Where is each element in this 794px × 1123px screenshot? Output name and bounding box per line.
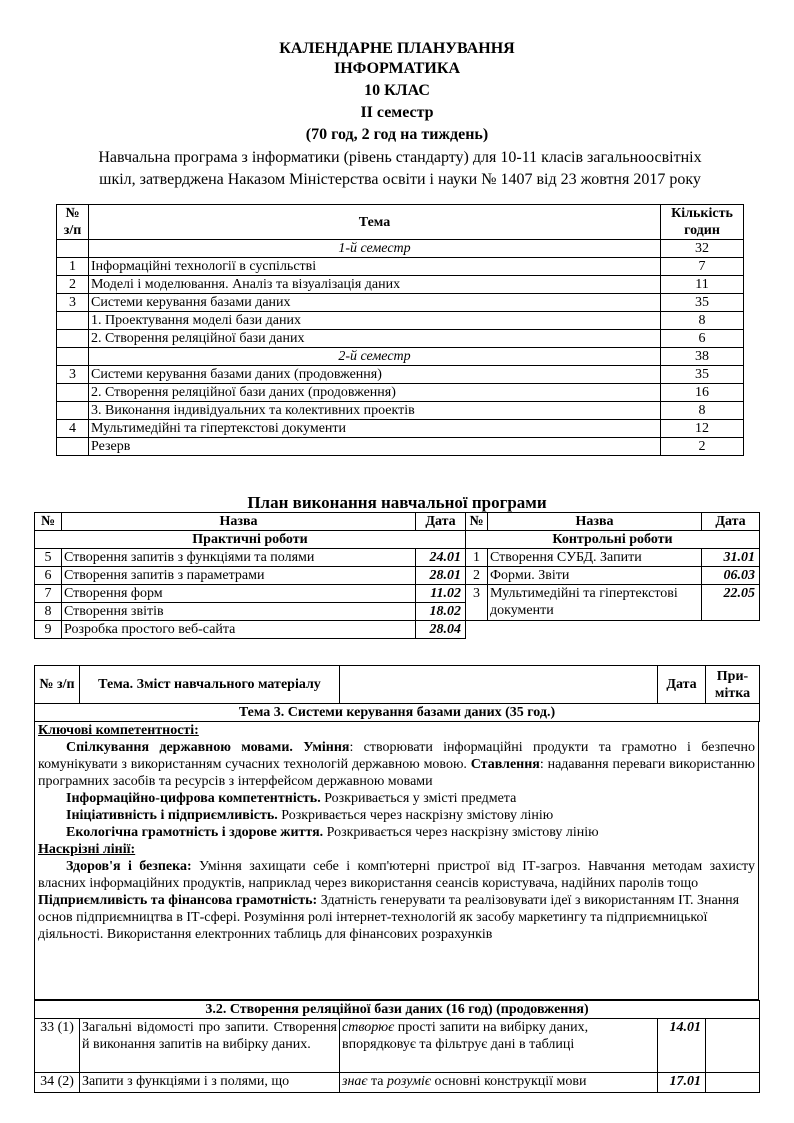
doc-title-semester: ІІ семестр [360,104,434,121]
practical-date: 28.01 [416,567,466,585]
lessons-table-header [34,665,760,722]
practical-num: 7 [35,585,62,603]
overview-num [57,312,89,330]
overview-hours: 38 [661,348,744,366]
control-date: 31.01 [702,549,760,567]
overview-hours: 6 [661,330,744,348]
practical-num: 9 [35,621,62,639]
practical-name: Створення звітів [62,603,416,621]
plan-num-header: № [35,513,62,531]
cross-lines-title: Наскрізні лінії: [38,842,136,857]
lesson-topic-header: Тема. Зміст навчального матеріалу [80,666,340,704]
overview-hours: 35 [661,294,744,312]
overview-row [57,276,744,294]
plan-table [34,512,760,639]
lesson-note [706,1073,760,1093]
plan-title: План виконання навчальної програми [247,493,547,512]
overview-row [57,348,744,366]
overview-num [57,402,89,420]
control-date: 06.03 [702,567,760,585]
control-date: 22.05 [702,585,760,621]
key-competencies-title: Ключові компетентності: [38,723,199,738]
cross-line-finance: Підприємливість та фінансова грамотність: Здатність генерувати та реалізовувати ідеї з використанням ІТ. Знання основ підприємництва в ІТ-сфері. Розуміння ролі інтернет-технологій як засобу маркетингу та підприємницької діяльності. Використання електронних таблиць для фінансових розрахунків [38,893,740,942]
overview-row [57,294,744,312]
overview-topic: 1-й семестр [89,240,661,258]
overview-topic: Системи керування базами даних [89,294,661,312]
practical-date: 28.04 [416,621,466,639]
overview-row [57,258,744,276]
control-works-title: Контрольні роботи [466,531,760,549]
lesson-num: 34 (2) [35,1073,80,1093]
control-name: Мультимедійні та гіпертекстові документи [488,585,702,621]
overview-topic: 2-й семестр [89,348,661,366]
lesson-result: створює прості запити на вибірку даних, впорядковує та фільтрує дані в таблиці [340,1019,658,1073]
practical-date: 11.02 [416,585,466,603]
overview-num: 3 [57,294,89,312]
lesson-note [706,1019,760,1073]
overview-topic: 3. Виконання індивідуальних та колективних проектів [89,402,661,420]
overview-row [57,240,744,258]
practical-num: 8 [35,603,62,621]
overview-row [57,366,744,384]
lesson-result: знає та розуміє основні конструкції мови [340,1073,658,1093]
plan-name-header-2: Назва [488,513,702,531]
lesson-date-header: Дата [658,666,706,704]
doc-title-subject: ІНФОРМАТИКА [333,60,461,77]
overview-topic: Інформаційні технології в суспільстві [89,258,661,276]
overview-num [57,348,89,366]
overview-row [57,402,744,420]
lesson-topic: Загальні відомості про запити. Створення й виконання запитів на вибірку даних. [80,1019,340,1073]
control-num: 2 [466,567,488,585]
overview-topic: Резерв [89,438,661,456]
overview-topic: Моделі і моделювання. Аналіз та візуалізація даних [89,276,661,294]
practical-name: Розробка простого веб-сайта [62,621,416,639]
overview-row [57,312,744,330]
practical-date: 18.02 [416,603,466,621]
overview-topic: 2. Створення реляційної бази даних [89,330,661,348]
col-hours-header: Кількість годин [661,205,744,240]
practical-name: Створення запитів з параметрами [62,567,416,585]
col-topic-header: Тема [89,205,661,240]
empty-cell [466,621,488,639]
overview-topic: Системи керування базами даних (продовження) [89,366,661,384]
overview-num: 1 [57,258,89,276]
overview-hours: 11 [661,276,744,294]
overview-row [57,330,744,348]
competency-language: Спілкування державною мовами. Уміння: створювати інформаційні продукти та грамотно і безпечно комунікувати з використанням сучасних технологій державною мовою. Ставлення: надавання переваги використанню програмних засобів та ресурсів з інтерфейсом державною мовами [38,740,755,789]
overview-hours: 7 [661,258,744,276]
competency-digital: Інформаційно-цифрова компетентність. Розкривається у змісті предмета [66,791,517,806]
topic-title: Тема 3. Системи керування базами даних (35 год.) [35,704,760,722]
lesson-date: 14.01 [658,1019,706,1073]
overview-hours: 8 [661,312,744,330]
lesson-num-header: № з/п [35,666,80,704]
overview-num [57,330,89,348]
lesson-date: 17.01 [658,1073,706,1093]
overview-hours: 32 [661,240,744,258]
overview-hours: 8 [661,402,744,420]
plan-name-header: Назва [62,513,416,531]
overview-num: 4 [57,420,89,438]
overview-num: 3 [57,366,89,384]
overview-hours: 16 [661,384,744,402]
competency-ecology: Екологічна грамотність і здорове життя. Розкривається через наскрізну змістову лінію [66,825,599,840]
practical-works-title: Практичні роботи [35,531,466,549]
empty-cell [488,621,702,639]
control-name: Створення СУБД. Запити [488,549,702,567]
lesson-note-header: При-мітка [706,666,760,704]
col-num-header: № з/п [57,205,89,240]
control-num: 3 [466,585,488,621]
overview-num: 2 [57,276,89,294]
lesson-num: 33 (1) [35,1019,80,1073]
competencies-block [34,722,759,1000]
overview-row [57,420,744,438]
overview-row [57,384,744,402]
overview-topic: 2. Створення реляційної бази даних (продовження) [89,384,661,402]
overview-num [57,438,89,456]
doc-title-hours: (70 год, 2 год на тиждень) [305,126,489,143]
lessons-table [34,1000,760,1093]
overview-row [57,438,744,456]
practical-name: Створення запитів з функціями та полями [62,549,416,567]
practical-date: 24.01 [416,549,466,567]
overview-num [57,240,89,258]
doc-title-grade: 10 КЛАС [364,82,430,99]
program-line-1: Навчальна програма з інформатики (рівень стандарту) для 10-11 класів загальноосвітніх [98,149,702,166]
control-name: Форми. Звіти [488,567,702,585]
control-num: 1 [466,549,488,567]
doc-title-line1: КАЛЕНДАРНЕ ПЛАНУВАННЯ [279,40,515,57]
plan-num-header-2: № [466,513,488,531]
program-line-2: шкіл, затверджена Наказом Міністерства освіти і науки № 1407 від 23 жовтня 2017 року [99,171,701,188]
overview-topic: 1. Проектування моделі бази даних [89,312,661,330]
cross-line-health: Здоров'я і безпека: Уміння захищати себе і комп'ютерні пристрої від ІТ-загроз. Навчання методам захисту власних інформаційних продуктів, наприклад через використання сеансів користувача, надійних паролів тощо [38,859,755,891]
practical-num: 6 [35,567,62,585]
empty-cell [702,621,760,639]
plan-date-header: Дата [416,513,466,531]
practical-name: Створення форм [62,585,416,603]
plan-date-header-2: Дата [702,513,760,531]
lesson-result-header [340,666,658,704]
subtopic-title: 3.2. Створення реляційної бази даних (16 год) (продовження) [35,1001,760,1019]
lesson-topic: Запити з функціями і з полями, що [80,1073,340,1093]
overview-topic: Мультимедійні та гіпертекстові документи [89,420,661,438]
competency-initiative: Ініціативність і підприємливість. Розкривається через наскрізну змістову лінію [66,808,554,823]
overview-table [56,204,744,456]
overview-hours: 12 [661,420,744,438]
overview-hours: 2 [661,438,744,456]
overview-num [57,384,89,402]
overview-hours: 35 [661,366,744,384]
practical-num: 5 [35,549,62,567]
